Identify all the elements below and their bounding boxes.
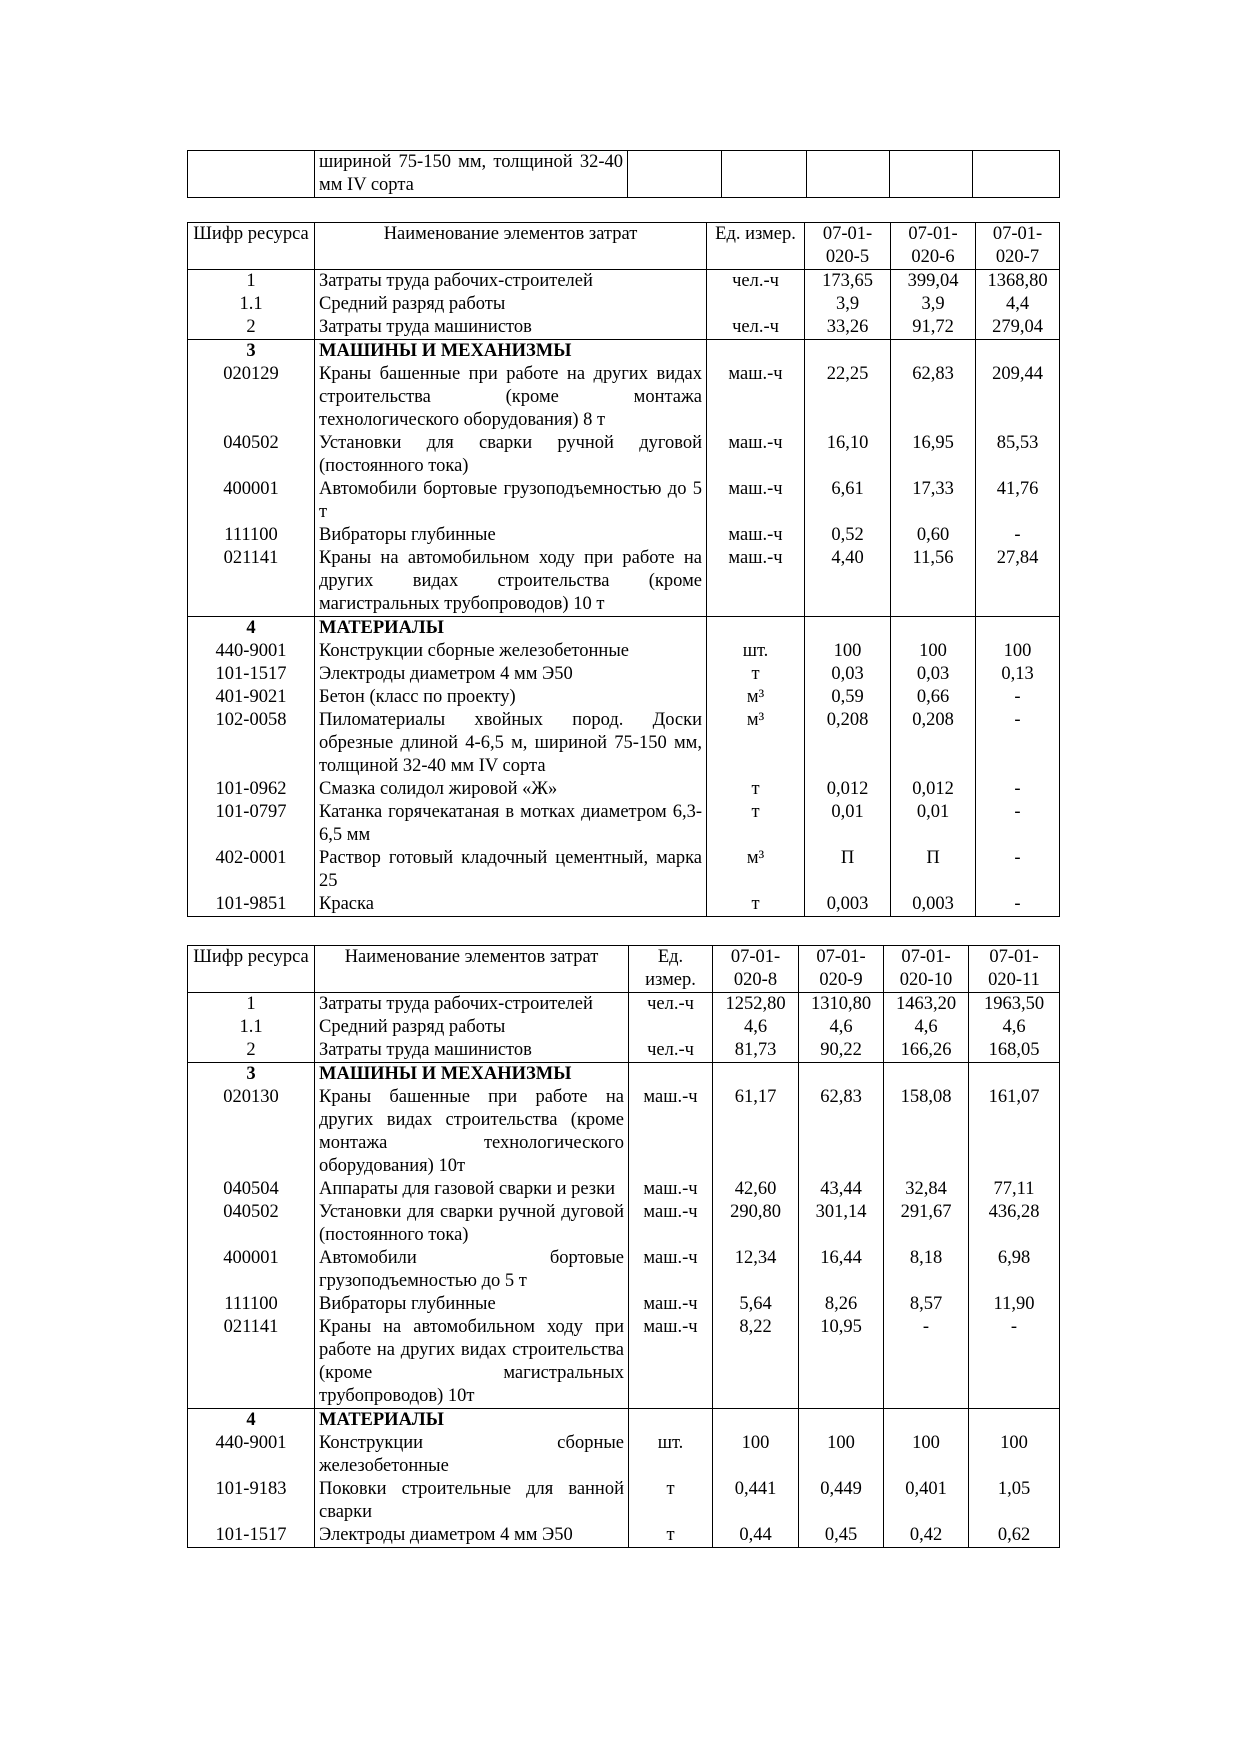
cell-value: 1,05 <box>969 1478 1060 1524</box>
cell-value <box>713 1409 799 1433</box>
cell-value: - <box>976 686 1060 709</box>
cell-unit: маш.-ч <box>629 1201 713 1247</box>
cell-name: Затраты труда рабочих-строителей <box>315 993 629 1017</box>
cell-code: 101-1517 <box>188 663 315 686</box>
cell-value <box>891 340 976 364</box>
cell-value: 100 <box>976 640 1060 663</box>
cell-unit: шт. <box>707 640 805 663</box>
table-row <box>188 1201 1060 1247</box>
cell-name: Автомобили бортовые грузоподъемностью до 5 т <box>315 478 707 524</box>
cell-value: - <box>969 1316 1060 1409</box>
cell-name: Краны башенные при работе на других видах строительства (кроме монтажа технологического оборудования) 10т <box>315 1086 629 1178</box>
section-header-row <box>188 340 1060 364</box>
cell-value: - <box>976 709 1060 778</box>
cell-value: 399,04 <box>891 270 976 294</box>
cell-value: 161,07 <box>969 1086 1060 1178</box>
cell-value: 0,44 <box>713 1524 799 1548</box>
cell-value: 5,64 <box>713 1293 799 1316</box>
cell-value <box>799 1409 884 1433</box>
cell-value: 290,80 <box>713 1201 799 1247</box>
cell-name: Затраты труда машинистов <box>315 1039 629 1063</box>
cell-name: Смазка солидол жировой «Ж» <box>315 778 707 801</box>
cell-value: 62,83 <box>799 1086 884 1178</box>
table-row <box>188 1478 1060 1524</box>
cell-code: 040504 <box>188 1178 315 1201</box>
table-row <box>188 847 1060 893</box>
cell-code: 440-9001 <box>188 640 315 663</box>
cell-value: 12,34 <box>713 1247 799 1293</box>
cell-name: Вибраторы глубинные <box>315 524 707 547</box>
cell-unit: маш.-ч <box>707 363 805 432</box>
table-row <box>188 993 1060 1017</box>
table-row <box>188 1293 1060 1316</box>
cell-value: 0,66 <box>891 686 976 709</box>
cell-value: 61,17 <box>713 1086 799 1178</box>
cell-name: Средний разряд работы <box>315 293 707 316</box>
table-row <box>188 801 1060 847</box>
cell-value: 91,72 <box>891 316 976 340</box>
fragment-text: шириной 75-150 мм, толщиной 32-40 мм IV сорта <box>315 151 628 198</box>
cell-unit: маш.-ч <box>707 524 805 547</box>
cell-value: 0,401 <box>884 1478 969 1524</box>
table-row <box>188 1524 1060 1548</box>
cell-code: 1.1 <box>188 293 315 316</box>
header-code: Шифр ресурса <box>188 223 315 270</box>
table-row <box>188 293 1060 316</box>
table-row <box>188 1432 1060 1478</box>
cell-name: Затраты труда рабочих-строителей <box>315 270 707 294</box>
table-header <box>188 946 1060 993</box>
table-row <box>188 363 1060 432</box>
cell-unit: шт. <box>629 1432 713 1478</box>
table-row <box>188 663 1060 686</box>
cell-value: 100 <box>891 640 976 663</box>
cell-unit: маш.-ч <box>629 1316 713 1409</box>
section-header-row <box>188 617 1060 641</box>
cell-value: 77,11 <box>969 1178 1060 1201</box>
resource-table-1 <box>187 222 1060 917</box>
cell-code: 040502 <box>188 1201 315 1247</box>
cell-value <box>884 1409 969 1433</box>
cell-value: 158,08 <box>884 1086 969 1178</box>
table-header <box>188 223 1060 270</box>
cell-value: 100 <box>713 1432 799 1478</box>
header-name: Наименование элементов затрат <box>315 946 629 993</box>
cell-name: Краска <box>315 893 707 917</box>
cell-value <box>976 340 1060 364</box>
cell-name: Аппараты для газовой сварки и резки <box>315 1178 629 1201</box>
cell-value: 6,61 <box>805 478 891 524</box>
table-row <box>188 1247 1060 1293</box>
cell-value: 8,22 <box>713 1316 799 1409</box>
cell-value: 3,9 <box>805 293 891 316</box>
cell-name: Конструкции сборные железобетонные <box>315 640 707 663</box>
cell-value: 100 <box>969 1432 1060 1478</box>
cell-code: 3 <box>188 1063 315 1087</box>
cell-value: 0,208 <box>805 709 891 778</box>
cell-code: 4 <box>188 617 315 641</box>
cell-value: 4,6 <box>884 1016 969 1039</box>
cell-value: 43,44 <box>799 1178 884 1201</box>
cell-name: Конструкции сборные железобетонные <box>315 1432 629 1478</box>
cell-value: 16,95 <box>891 432 976 478</box>
cell-value: 16,44 <box>799 1247 884 1293</box>
cell-code: 1.1 <box>188 1016 315 1039</box>
cell-value: 85,53 <box>976 432 1060 478</box>
table-row <box>188 432 1060 478</box>
header-name: Наименование элементов затрат <box>315 223 707 270</box>
cell-value: 168,05 <box>969 1039 1060 1063</box>
header-col: 07-01-020-10 <box>884 946 969 993</box>
cell-value: 3,9 <box>891 293 976 316</box>
cell-value: 11,90 <box>969 1293 1060 1316</box>
cell-unit: маш.-ч <box>629 1247 713 1293</box>
cell-unit: т <box>707 778 805 801</box>
cell-unit: маш.-ч <box>707 478 805 524</box>
section-header-row <box>188 1409 1060 1433</box>
cell-code: 102-0058 <box>188 709 315 778</box>
cell-value: 0,60 <box>891 524 976 547</box>
cell-value: 0,03 <box>805 663 891 686</box>
cell-code: 3 <box>188 340 315 364</box>
cell-unit: м³ <box>707 686 805 709</box>
cell-value: 0,01 <box>805 801 891 847</box>
cell-unit: т <box>707 801 805 847</box>
table-row <box>188 270 1060 294</box>
cell-code: 401-9021 <box>188 686 315 709</box>
cell-value: - <box>976 801 1060 847</box>
header-col: 07-01-020-8 <box>713 946 799 993</box>
cell-name: Установки для сварки ручной дуговой (постоянного тока) <box>315 1201 629 1247</box>
cell-unit: т <box>707 663 805 686</box>
cell-code: 402-0001 <box>188 847 315 893</box>
cell-value <box>805 340 891 364</box>
cell-code: 1 <box>188 993 315 1017</box>
cell-unit: чел.-ч <box>707 270 805 294</box>
cell-name: Поковки строительные для ванной сварки <box>315 1478 629 1524</box>
cell-code: 021141 <box>188 1316 315 1409</box>
cell-value: - <box>976 847 1060 893</box>
cell-value <box>713 1063 799 1087</box>
table-row <box>188 1016 1060 1039</box>
cell-value: 1368,80 <box>976 270 1060 294</box>
cell-unit <box>707 340 805 364</box>
cell-value: 8,18 <box>884 1247 969 1293</box>
cell-value: 0,003 <box>891 893 976 917</box>
cell-value: 173,65 <box>805 270 891 294</box>
cell-value: 0,441 <box>713 1478 799 1524</box>
cell-unit <box>629 1409 713 1433</box>
cell-name: МАШИНЫ И МЕХАНИЗМЫ <box>315 1063 629 1087</box>
cell-unit <box>707 293 805 316</box>
cell-value: П <box>805 847 891 893</box>
cell-value: 100 <box>799 1432 884 1478</box>
table-row <box>188 893 1060 917</box>
cell-value <box>976 617 1060 641</box>
cell-code: 4 <box>188 1409 315 1433</box>
cell-value: - <box>976 524 1060 547</box>
cell-code: 111100 <box>188 524 315 547</box>
cell-value: 42,60 <box>713 1178 799 1201</box>
cell-value: 1310,80 <box>799 993 884 1017</box>
cell-value: 0,01 <box>891 801 976 847</box>
table-row <box>188 1086 1060 1178</box>
cell-value: 1963,50 <box>969 993 1060 1017</box>
table-row <box>188 524 1060 547</box>
cell-value: 0,012 <box>891 778 976 801</box>
cell-name: Средний разряд работы <box>315 1016 629 1039</box>
cell-value: 22,25 <box>805 363 891 432</box>
cell-value: 16,10 <box>805 432 891 478</box>
cell-unit: маш.-ч <box>629 1178 713 1201</box>
cell-name: Краны башенные при работе на других видах строительства (кроме монтажа технологического оборудования) 8 т <box>315 363 707 432</box>
cell-unit: м³ <box>707 847 805 893</box>
table-row <box>188 316 1060 340</box>
cell-value: 62,83 <box>891 363 976 432</box>
cell-code: 440-9001 <box>188 1432 315 1478</box>
cell-value: 81,73 <box>713 1039 799 1063</box>
cell-code: 2 <box>188 1039 315 1063</box>
cell-code: 1 <box>188 270 315 294</box>
cell-value: 209,44 <box>976 363 1060 432</box>
table-row <box>188 640 1060 663</box>
cell-name: Краны на автомобильном ходу при работе на других видах строительства (кроме магистральных трубопроводов) 10 т <box>315 547 707 617</box>
section-header-row <box>188 1063 1060 1087</box>
table-row <box>188 1039 1060 1063</box>
cell-code: 021141 <box>188 547 315 617</box>
cell-value: 10,95 <box>799 1316 884 1409</box>
cell-unit: маш.-ч <box>707 547 805 617</box>
cell-name: Электроды диаметром 4 мм Э50 <box>315 663 707 686</box>
cell-name: Раствор готовый кладочный цементный, марка 25 <box>315 847 707 893</box>
cell-unit <box>629 1063 713 1087</box>
cell-value: 0,59 <box>805 686 891 709</box>
cell-value: 8,26 <box>799 1293 884 1316</box>
cell-value: - <box>884 1316 969 1409</box>
cell-unit: т <box>629 1478 713 1524</box>
cell-value: 0,03 <box>891 663 976 686</box>
cell-name: МАТЕРИАЛЫ <box>315 617 707 641</box>
table-row <box>188 1316 1060 1409</box>
cell-name: Затраты труда машинистов <box>315 316 707 340</box>
cell-value: 301,14 <box>799 1201 884 1247</box>
cell-name: Пиломатериалы хвойных пород. Доски обрезные длиной 4-6,5 м, шириной 75-150 мм, толщиной 32-40 мм IV сорта <box>315 709 707 778</box>
cell-name: Бетон (класс по проекту) <box>315 686 707 709</box>
cell-value <box>884 1063 969 1087</box>
cell-name: Катанка горячекатаная в мотках диаметром 6,3-6,5 мм <box>315 801 707 847</box>
cell-code: 2 <box>188 316 315 340</box>
cell-value: 166,26 <box>884 1039 969 1063</box>
cell-value: 0,003 <box>805 893 891 917</box>
cell-value: 8,57 <box>884 1293 969 1316</box>
resource-table-2 <box>187 945 1060 1548</box>
cell-name: Автомобили бортовые грузоподъемностью до 5 т <box>315 1247 629 1293</box>
cell-code: 020130 <box>188 1086 315 1178</box>
cell-value: 291,67 <box>884 1201 969 1247</box>
table-row <box>188 709 1060 778</box>
cell-unit: маш.-ч <box>629 1086 713 1178</box>
cell-unit: чел.-ч <box>707 316 805 340</box>
cell-code: 040502 <box>188 432 315 478</box>
cell-code: 111100 <box>188 1293 315 1316</box>
cell-value: 0,208 <box>891 709 976 778</box>
cell-value: 279,04 <box>976 316 1060 340</box>
cell-value: П <box>891 847 976 893</box>
cell-unit: маш.-ч <box>629 1293 713 1316</box>
cell-value: 90,22 <box>799 1039 884 1063</box>
header-unit: Ед. измер. <box>629 946 713 993</box>
cell-value: - <box>976 893 1060 917</box>
cell-value: 1463,20 <box>884 993 969 1017</box>
cell-name: Установки для сварки ручной дуговой (постоянного тока) <box>315 432 707 478</box>
cell-value: 33,26 <box>805 316 891 340</box>
cell-value: 32,84 <box>884 1178 969 1201</box>
table-row <box>188 778 1060 801</box>
cell-code: 020129 <box>188 363 315 432</box>
cell-code: 400001 <box>188 478 315 524</box>
fragment-row <box>188 151 1060 198</box>
cell-value: 0,62 <box>969 1524 1060 1548</box>
cell-value: 4,4 <box>976 293 1060 316</box>
cell-value: 6,98 <box>969 1247 1060 1293</box>
table-row <box>188 1178 1060 1201</box>
cell-value: 0,012 <box>805 778 891 801</box>
cell-name: Краны на автомобильном ходу при работе на других видах строительства (кроме магистральных трубопроводов) 10т <box>315 1316 629 1409</box>
header-col: 07-01-020-11 <box>969 946 1060 993</box>
header-col: 07-01-020-7 <box>976 223 1060 270</box>
cell-value: 0,449 <box>799 1478 884 1524</box>
cell-value: 0,45 <box>799 1524 884 1548</box>
header-col: 07-01-020-5 <box>805 223 891 270</box>
header-col: 07-01-020-9 <box>799 946 884 993</box>
table-row <box>188 547 1060 617</box>
cell-value: 100 <box>884 1432 969 1478</box>
cell-unit: т <box>629 1524 713 1548</box>
table-row <box>188 686 1060 709</box>
cell-value <box>805 617 891 641</box>
cell-value: 11,56 <box>891 547 976 617</box>
cell-value: 0,52 <box>805 524 891 547</box>
cell-unit: маш.-ч <box>707 432 805 478</box>
cell-value: 4,6 <box>969 1016 1060 1039</box>
cell-value: - <box>976 778 1060 801</box>
cell-value: 436,28 <box>969 1201 1060 1247</box>
fragment-table <box>187 150 1060 198</box>
header-unit: Ед. измер. <box>707 223 805 270</box>
cell-code: 101-1517 <box>188 1524 315 1548</box>
cell-value: 100 <box>805 640 891 663</box>
cell-unit <box>629 1016 713 1039</box>
cell-unit <box>707 617 805 641</box>
cell-unit: чел.-ч <box>629 993 713 1017</box>
cell-code: 101-0797 <box>188 801 315 847</box>
cell-name: Вибраторы глубинные <box>315 1293 629 1316</box>
cell-value: 0,42 <box>884 1524 969 1548</box>
cell-value: 4,6 <box>713 1016 799 1039</box>
cell-code: 101-0962 <box>188 778 315 801</box>
cell-value: 1252,80 <box>713 993 799 1017</box>
header-col: 07-01-020-6 <box>891 223 976 270</box>
cell-unit: т <box>707 893 805 917</box>
cell-value: 4,40 <box>805 547 891 617</box>
cell-name: Электроды диаметром 4 мм Э50 <box>315 1524 629 1548</box>
cell-value <box>969 1063 1060 1087</box>
cell-code: 400001 <box>188 1247 315 1293</box>
cell-name: МАШИНЫ И МЕХАНИЗМЫ <box>315 340 707 364</box>
cell-code: 101-9183 <box>188 1478 315 1524</box>
cell-unit: чел.-ч <box>629 1039 713 1063</box>
cell-code: 101-9851 <box>188 893 315 917</box>
table-row <box>188 478 1060 524</box>
cell-value: 4,6 <box>799 1016 884 1039</box>
cell-name: МАТЕРИАЛЫ <box>315 1409 629 1433</box>
cell-value <box>891 617 976 641</box>
cell-value: 41,76 <box>976 478 1060 524</box>
cell-value: 27,84 <box>976 547 1060 617</box>
cell-value <box>969 1409 1060 1433</box>
cell-value: 0,13 <box>976 663 1060 686</box>
cell-value: 17,33 <box>891 478 976 524</box>
cell-unit: м³ <box>707 709 805 778</box>
cell-value <box>799 1063 884 1087</box>
header-code: Шифр ресурса <box>188 946 315 993</box>
